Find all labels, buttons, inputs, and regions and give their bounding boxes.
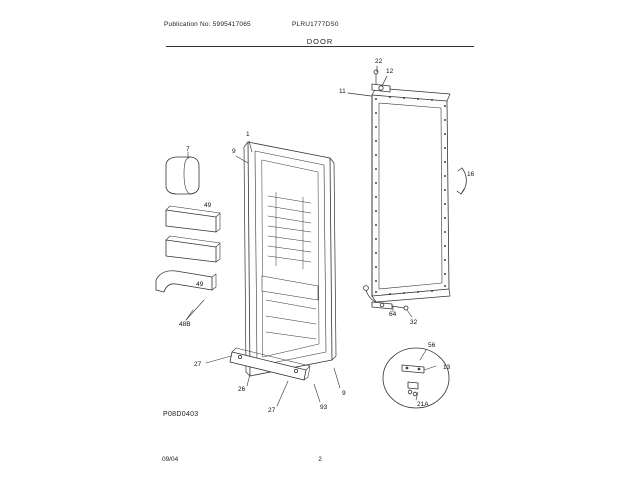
callout-27-left: 27	[194, 361, 202, 368]
footer-date: 09/04	[162, 456, 179, 463]
door-stop-clip	[457, 168, 466, 194]
callout-9-bottom: 9	[342, 390, 346, 397]
light-shield-part	[166, 157, 199, 194]
retainer-bar-part	[156, 271, 216, 292]
outer-door-panel	[372, 88, 450, 302]
publication-number: Publication No: 5995417065	[164, 21, 251, 28]
footer-page-number: 2	[318, 456, 322, 463]
callout-93: 93	[320, 404, 328, 411]
diagram-code: P08D0403	[163, 411, 199, 418]
callout-27-bottom: 27	[268, 407, 276, 414]
inner-door-liner	[244, 142, 336, 376]
callout-12: 12	[386, 68, 394, 75]
callout-56: 56	[428, 342, 436, 349]
callout-49-upper: 49	[204, 202, 212, 209]
callout-64: 64	[389, 311, 397, 318]
callout-32: 32	[410, 319, 418, 326]
callout-7: 7	[186, 146, 190, 153]
callout-21a: 21A	[417, 401, 429, 408]
callout-22: 22	[375, 58, 383, 65]
callout-13: 13	[443, 364, 451, 371]
callout-11: 11	[339, 88, 346, 95]
page-title: DOOR	[306, 37, 334, 46]
door-bin-parts	[166, 206, 220, 262]
model-number: PLRU1777DS0	[292, 21, 339, 28]
callout-16: 16	[467, 171, 475, 178]
callout-9-top: 9	[232, 148, 236, 155]
callout-49-lower: 49	[196, 281, 204, 288]
callout-26: 26	[238, 386, 246, 393]
callout-48b: 48B	[179, 321, 191, 328]
detail-callout-bubble	[383, 348, 449, 408]
callout-1: 1	[246, 131, 250, 138]
